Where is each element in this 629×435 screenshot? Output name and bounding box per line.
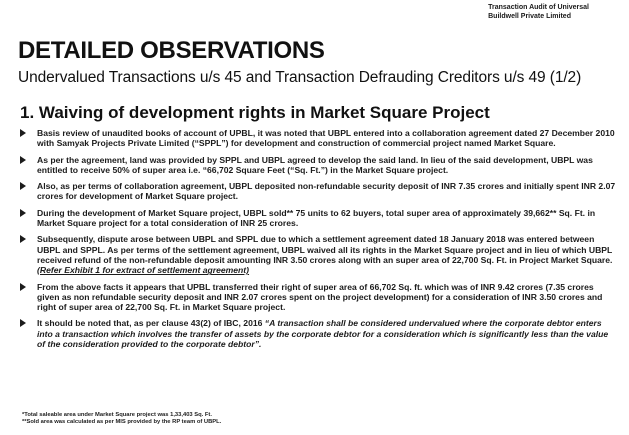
footnote: *Total saleable area under Market Square project was 1,33,403 Sq. Ft. — [22, 412, 212, 418]
list-item-text: It should be noted that, as per clause 43(2) of IBC, 2016 — [37, 318, 265, 329]
ibc-quote: “A transaction shall be considered undervalued where the corporate debtor enters into a transaction which involves the transfer of assets by the corporate debtor for a consideration which is significantly less than the value of the consideration provided to the corporate debtor”. — [37, 318, 609, 350]
triangle-bullet-icon — [20, 129, 26, 137]
section-heading: 1. Waiving of development rights in Market Square Project — [20, 103, 490, 122]
triangle-bullet-icon — [20, 182, 26, 190]
list-item-text: As per the agreement, land was provided by SPPL and UBPL agreed to develop the said land. In lieu of the said development, UBPL was entitled to receive 50% of super area i.e. “66,702 Square Feet (“Sq. Ft.”) in the Market Square project. — [37, 154, 593, 175]
footnote: **Sold area was calculated as per MIS provided by the RP team of UBPL. — [22, 419, 222, 425]
list-item — [20, 318, 618, 349]
list-item — [20, 282, 618, 313]
list-item-text: From the above facts it appears that UPBL transferred their right of super area of 66,702 Sq. ft. which was of INR 9.42 crores (7.35 crores given as non refundable security deposit and INR 2.07 crores spent on the project development) for a consideration of INR 3.50 crores and right of super area of 22,700 Sq. Ft. in Market Square project. — [37, 281, 603, 313]
list-item — [20, 181, 618, 202]
exhibit-reference: (Refer Exhibit 1 for extract of settlement agreement) — [37, 265, 250, 276]
triangle-bullet-icon — [20, 209, 26, 217]
report-header — [488, 3, 589, 21]
list-item-text: During the development of Market Square project, UBPL sold** 75 units to 62 buyers, total super area of approximately 39,662** Sq. Ft. in Market Square project for a total consideration of INR 25 crores. — [37, 207, 596, 229]
footnotes — [22, 412, 221, 426]
page-title: DETAILED OBSERVATIONS — [18, 37, 325, 64]
triangle-bullet-icon — [20, 235, 26, 243]
triangle-bullet-icon — [20, 319, 26, 327]
list-item — [20, 128, 618, 149]
page-subtitle: Undervalued Transactions u/s 45 and Transaction Defrauding Creditors u/s 49 (1/2) — [18, 69, 582, 86]
triangle-bullet-icon — [20, 283, 26, 291]
list-item — [20, 234, 618, 275]
list-item-text: Subsequently, dispute arose between UBPL and SPPL due to which a settlement agreement dated 18 January 2018 was entered between UBPL and SPPL. As per terms of the settlement agreement, UBPL waived all its rights in the Market Square project and in lieu of which UBPL received refund of the non-refundable deposit amounting INR 3.50 crores along with an super area of 22,700 Sq. Ft. in Project Market Square. — [37, 234, 613, 265]
list-item-text: Also, as per terms of collaboration agreement, UBPL deposited non-refundable security deposit of INR 7.35 crores and initially spent INR 2.07 crores for development of Market Square project. — [37, 181, 616, 202]
observation-list — [20, 128, 618, 355]
list-item — [20, 208, 618, 229]
list-item — [20, 155, 618, 176]
report-header-line-1: Transaction Audit of Universal — [488, 4, 589, 11]
list-item-text: Basis review of unaudited books of account of UPBL, it was noted that UBPL entered into a collaboration agreement dated 27 December 2010 with Samyak Projects Private Limited (“SPPL”) for development and construction of commercial project named Market Square. — [37, 128, 615, 149]
report-header-line-2: Buildwell Private Limited — [488, 13, 571, 20]
triangle-bullet-icon — [20, 156, 26, 164]
